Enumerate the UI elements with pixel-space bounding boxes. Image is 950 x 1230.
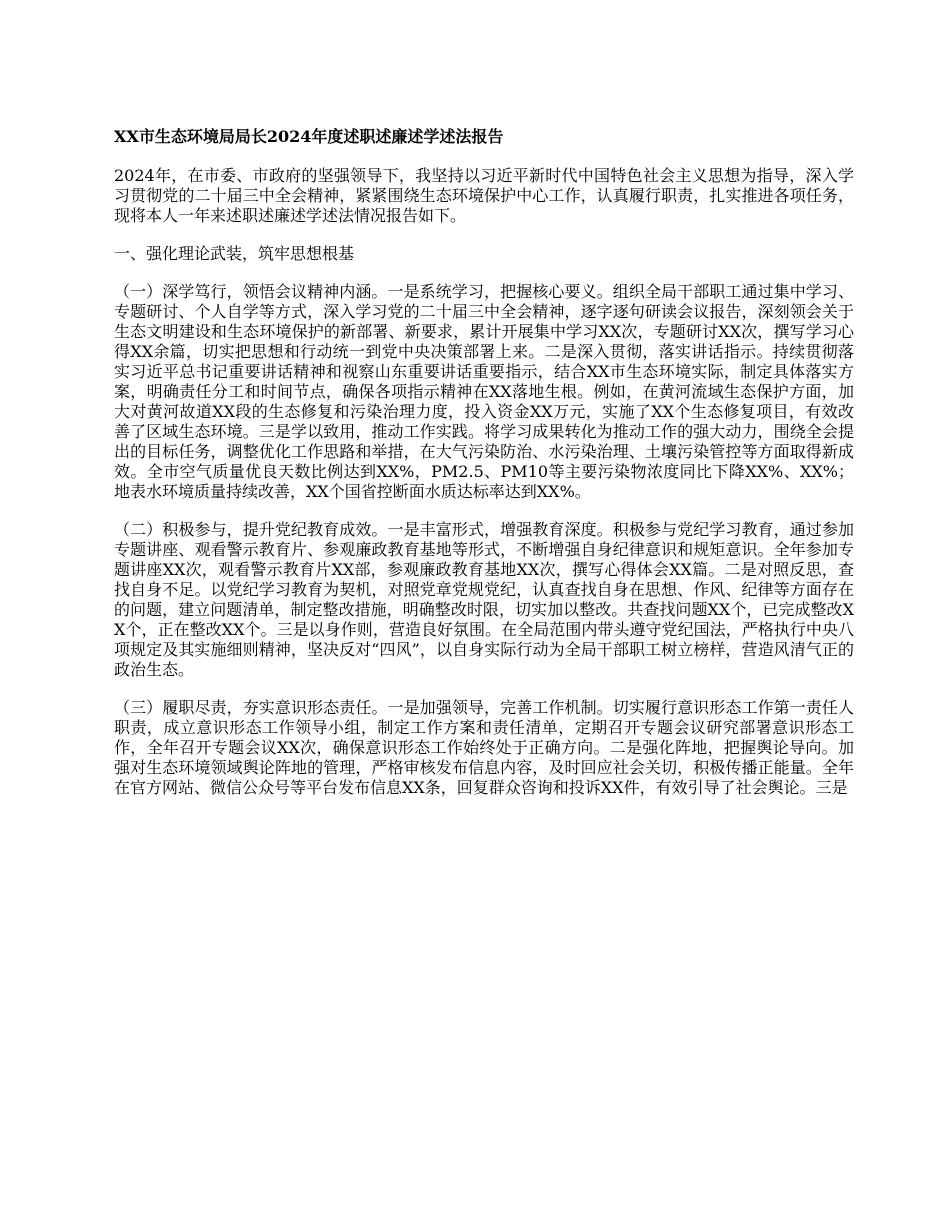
section-heading-1: 一、强化理论武装，筑牢思想根基 bbox=[114, 244, 355, 263]
intro-paragraph: 2024年，在市委、市政府的坚强领导下，我坚持以习近平新时代中国特色社会主义思想为指导，深入学习贯彻党的二十届三中全会精神，紧紧围绕生态环境保护中心工作，认真履行职责，扎实推进各项任务，现将本人一年来述职述廉述学述法情况报告如下。 bbox=[114, 166, 854, 225]
paragraph-3: （三）履职尽责，夯实意识形态责任。一是加强领导，完善工作机制。切实履行意识形态工作第一责任人职责，成立意识形态工作领导小组，制定工作方案和责任清单，定期召开专题会议研究部署意识形态工作，全年召开专题会议XX次，确保意识形态工作始终处于正确方向。二是强化阵地，把握舆论导向。加强对生态环境领域舆论阵地的管理，严格审核发布信息内容，及时回应社会关切，积极传播正能量。全年在官方网站、微信公众号等平台发布信息XX条，回复群众咨询和投诉XX件，有效引导了社会舆论。三是 bbox=[114, 698, 854, 797]
document-body bbox=[114, 126, 854, 816]
paragraph-2: （二）积极参与，提升党纪教育成效。一是丰富形式，增强教育深度。积极参与党纪学习教育，通过参加专题讲座、观看警示教育片、参观廉政教育基地等形式，不断增强自身纪律意识和规矩意识。全年参加专题讲座XX次，观看警示教育片XX部，参观廉政教育基地XX次，撰写心得体会XX篇。二是对照反思，查找自身不足。以党纪学习教育为契机，对照党章党规党纪，认真查找自身在思想、作风、纪律等方面存在的问题，建立问题清单，制定整改措施，明确整改时限，切实加以整改。共查找问题XX个，已完成整改XX个，正在整改XX个。三是以身作则，营造良好氛围。在全局范围内带头遵守党纪国法，严格执行中央八项规定及其实施细则精神，坚决反对“四风”，以自身实际行动为全局干部职工树立榜样，营造风清气正的政治生态。 bbox=[114, 520, 854, 679]
paragraph-1: （一）深学笃行，领悟会议精神内涵。一是系统学习，把握核心要义。组织全局干部职工通过集中学习、专题研讨、个人自学等方式，深入学习党的二十届三中全会精神，逐字逐句研读会议报告，深刻领会关于生态文明建设和生态环境保护的新部署、新要求，累计开展集中学习XX次，专题研讨XX次，撰写学习心得XX余篇，切实把思想和行动统一到党中央决策部署上来。二是深入贯彻，落实讲话指示。持续贯彻落实习近平总书记重要讲话精神和视察山东重要讲话重要指示，结合XX市生态环境实际，制定具体落实方案，明确责任分工和时间节点，确保各项指示精神在XX落地生根。例如，在黄河流域生态保护方面，加大对黄河故道XX段的生态修复和污染治理力度，投入资金XX万元，实施了XX个生态修复项目，有效改善了区域生态环境。三是学以致用，推动工作实践。将学习成果转化为推动工作的强大动力，围绕全会提出的目标任务，调整优化工作思路和举措，在大气污染防治、水污染治理、土壤污染管控等方面取得新成效。全市空气质量优良天数比例达到XX%，PM2.5、PM10等主要污染物浓度同比下降XX%、XX%；地表水环境质量持续改善，XX个国省控断面水质达标率达到XX%。 bbox=[114, 282, 854, 501]
document-title: XX市生态环境局局长2024年度述职述廉述学述法报告 bbox=[114, 127, 504, 146]
